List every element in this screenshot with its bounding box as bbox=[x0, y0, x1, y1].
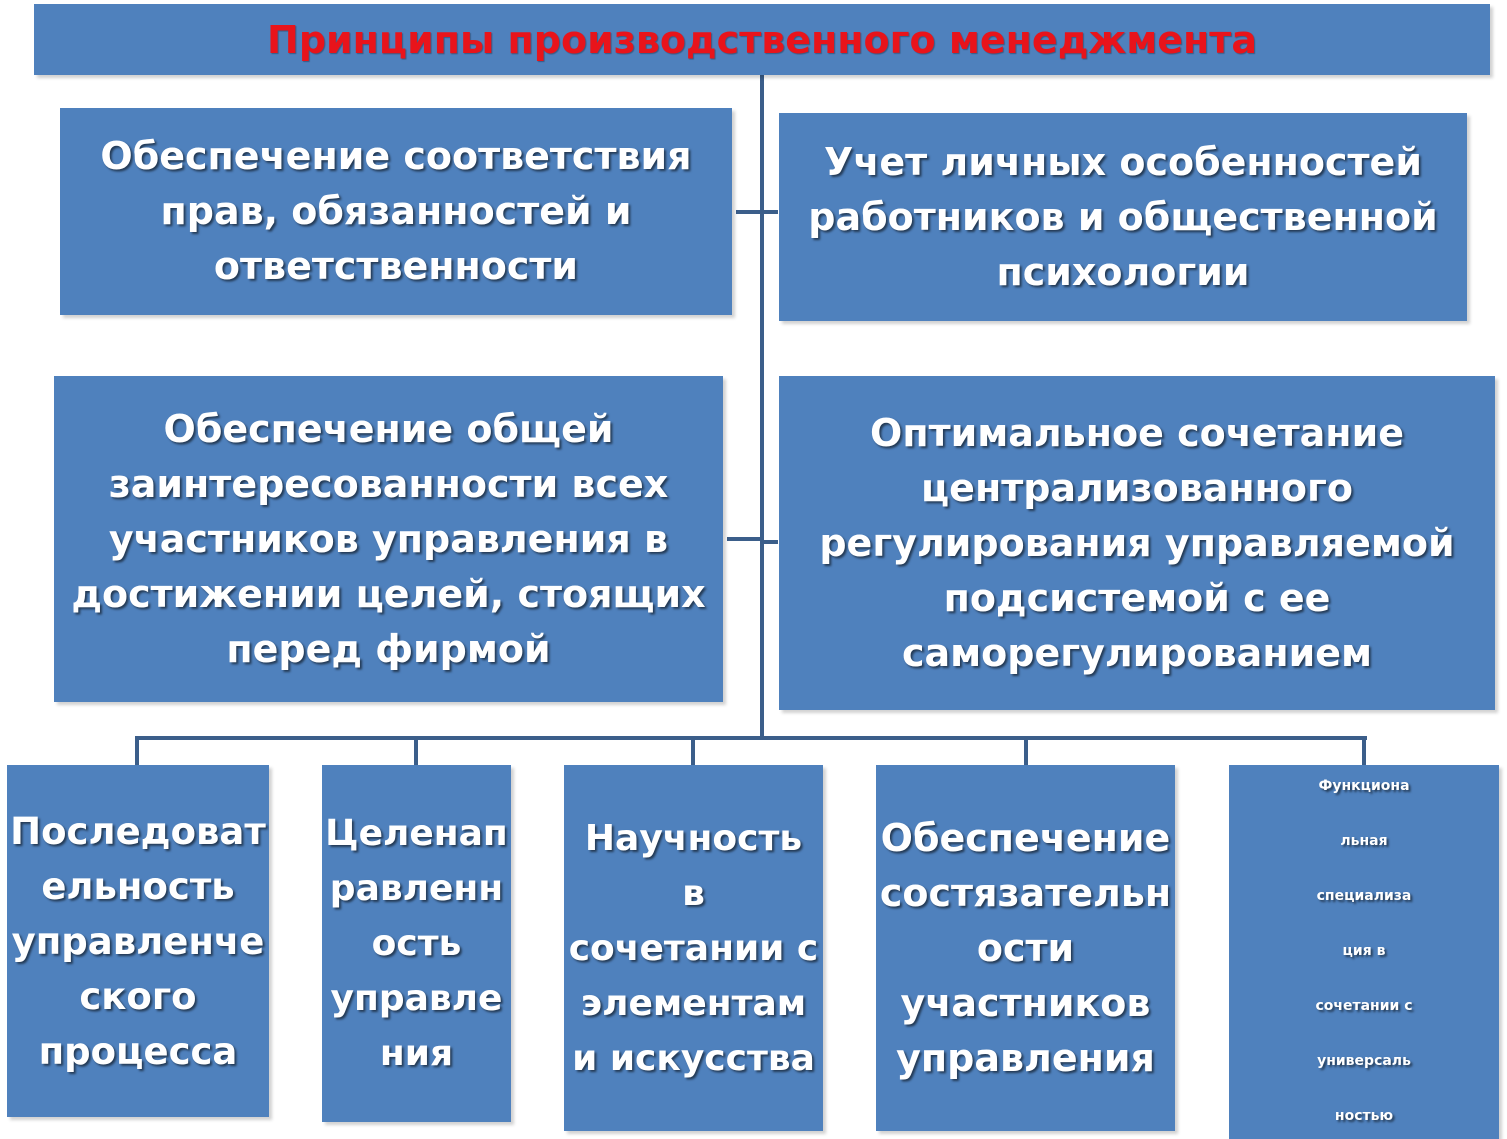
principle-box-rights-responsibilities bbox=[60, 108, 732, 315]
bottom-bus-connector bbox=[135, 736, 1367, 740]
trunk-connector bbox=[760, 75, 764, 740]
principle-box-purposefulness bbox=[322, 765, 511, 1122]
principle-text: Обеспечение соответствия прав, обязанностей и ответственности bbox=[100, 134, 692, 288]
principle-text: Учет личных особенностей работников и общественной психологии bbox=[808, 139, 1438, 294]
diagram-title-bar bbox=[34, 4, 1490, 75]
drop-connector-3 bbox=[691, 736, 695, 765]
branch-connector-top-left bbox=[736, 210, 760, 214]
principle-box-functional-specialization bbox=[1229, 765, 1499, 1139]
branch-connector-mid-right bbox=[764, 540, 778, 544]
principle-text: Обеспечение состязательн ости участников управления bbox=[879, 815, 1172, 1080]
branch-connector-top-right bbox=[764, 210, 778, 214]
drop-connector-1 bbox=[135, 736, 139, 765]
principle-text: Функциона льная специализа ция в сочетании с универсаль ностью bbox=[1315, 778, 1413, 1124]
branch-connector-mid-left bbox=[727, 537, 760, 541]
drop-connector-4 bbox=[1024, 736, 1028, 765]
principle-box-sequence bbox=[7, 765, 269, 1117]
principle-box-competitiveness bbox=[876, 765, 1175, 1131]
principle-box-personal-features bbox=[779, 113, 1467, 321]
principle-text: Обеспечение общей заинтересованности всех участников управления в достижении целей, стоящих перед фирмой bbox=[71, 406, 706, 671]
principle-box-common-interest bbox=[54, 376, 723, 702]
principle-text: Оптимальное сочетание централизованного регулирования управляемой подсистемой с ее саморегулированием bbox=[819, 410, 1455, 675]
drop-connector-2 bbox=[414, 736, 418, 765]
principle-text: Целенап равленн ость управле ния bbox=[325, 813, 508, 1074]
principle-text: Научность в сочетании с элементам и искусства bbox=[568, 817, 819, 1079]
principle-text: Последоват ельность управленче ского процесса bbox=[10, 809, 266, 1073]
diagram-title: Принципы производственного менеджмента bbox=[267, 17, 1257, 62]
drop-connector-5 bbox=[1362, 736, 1366, 765]
principle-box-centralized-regulation bbox=[779, 376, 1495, 710]
principle-box-science-art bbox=[564, 765, 823, 1131]
